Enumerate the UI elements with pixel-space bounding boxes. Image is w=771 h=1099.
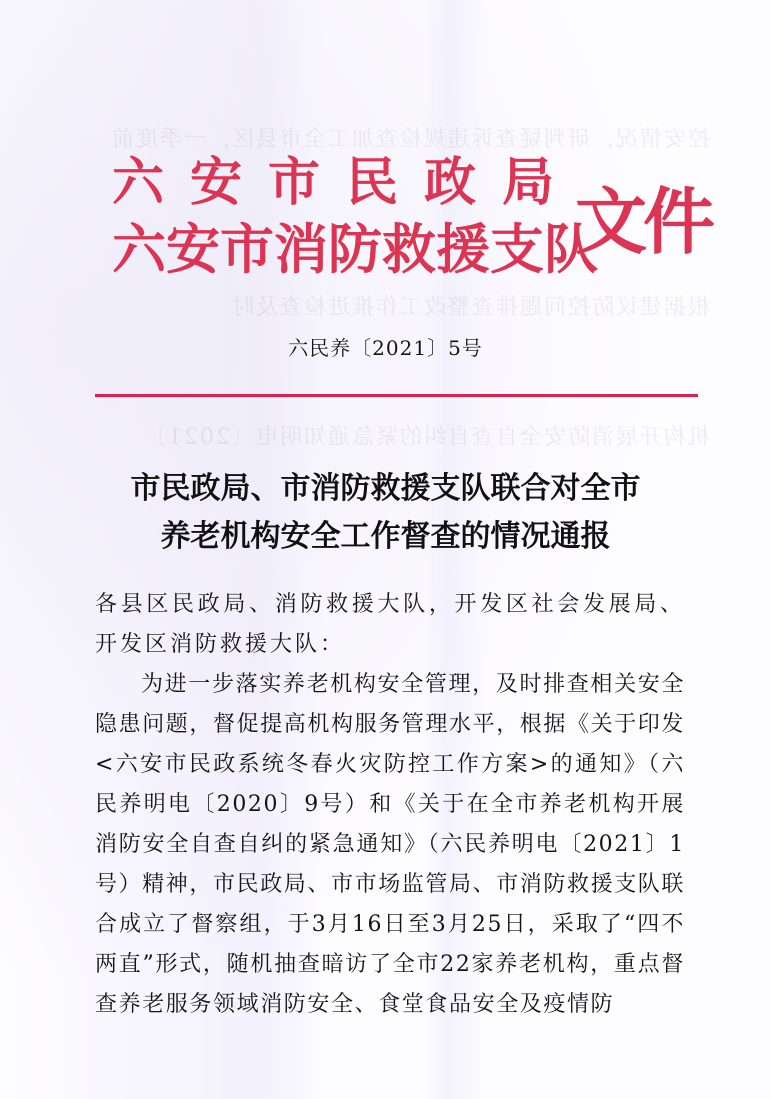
red-divider-rule	[95, 394, 698, 397]
document-number: 六民养〔2021〕5号	[288, 336, 483, 360]
body-paragraph: 为进一步落实养老机构安全管理，及时排查相关安全隐患问题，督促提高机构服务管理水平，根据《关于印发<六安市民政系统冬春火灾防控工作方案>的通知》（六民养明电〔2020〕9号）和《关于在全市养老机构开展消防安全自查自纠的紧急通知》（六民养明电〔2021〕1号）精神，市民政局、市市场监管局、市消防救援支队联合成立了督察组，于3月16日至3月25日，采取了“四不两直”形式，随机抽查暗访了全市22家养老机构，重点督查养老服务领域消防安全、食堂食品安全及疫情防	[95, 672, 686, 1017]
header-org-fire-rescue: 六安市消防救援支队	[112, 217, 598, 281]
header-document-suffix: 文件	[575, 179, 712, 264]
document-title-line2: 养老机构安全工作督查的情况通报	[160, 519, 611, 554]
document-title	[0, 465, 771, 561]
salutation: 各县区民政局、消防救援大队，开发区社会发展局、开发区消防救援大队：	[95, 592, 685, 657]
document-title-line1: 市民政局、市消防救援支队联合对全市	[130, 471, 641, 506]
bleed-through-text: 机构开展消防安全自查自纠的紧急通知明电〔2021〕	[142, 425, 710, 450]
bleed-through-text: 控安情况，研判疑查诉违规检查加工全市县区，一季度前	[109, 127, 710, 152]
bleed-through-text: 根据建议防控问题排查整改工作推进检查及时	[229, 295, 710, 320]
header-org-civil-affairs: 六安市民政局	[112, 152, 581, 213]
